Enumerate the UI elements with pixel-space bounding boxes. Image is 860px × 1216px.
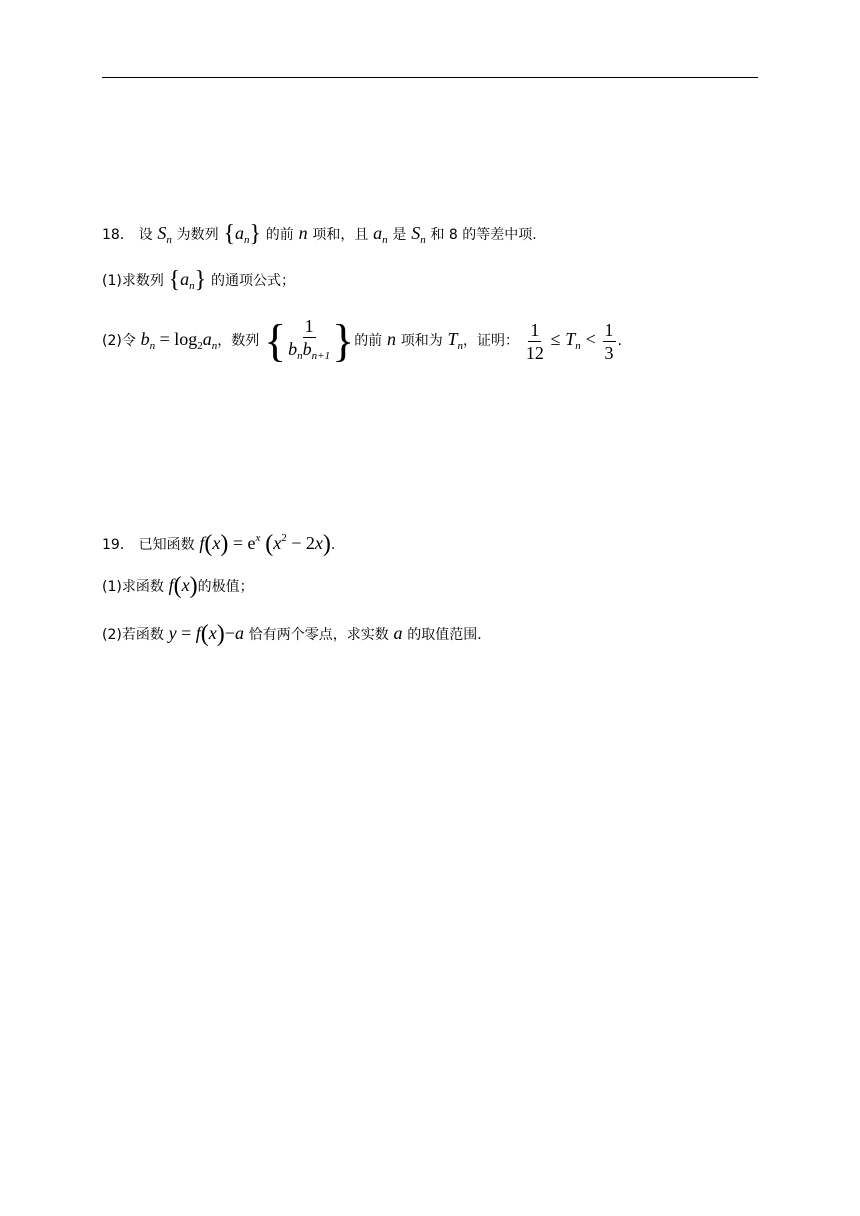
- fraction-1-over-3: $\frac{1}{3}$: [604, 319, 614, 363]
- q18-number: 18．: [102, 227, 134, 243]
- fraction-1-over-12: $\frac{1}{12}$: [525, 319, 544, 363]
- q18-part2: (2)令 $b_n = \log_2a_n$，数列 { $\frac{1}{b_nb_{n+1}}$ }的前 n 项和为 $T_n$，证明： $\frac{1}{12}$ ≤ $T_n$ < $\frac{1}{3}$ .: [102, 315, 622, 366]
- fraction-1-over-bnbn1: $\frac{1}{b_nb_{n+1}}$: [288, 316, 331, 362]
- header-rule: [102, 77, 758, 78]
- q19-number: 19．: [102, 537, 134, 553]
- q18-part1: (1)求数列 $\{a_n\}$ 的通项公式；: [102, 267, 295, 293]
- math-an: $a_n$: [234, 223, 250, 246]
- q19-part1: (1)求函数 f(x)的极值；: [102, 573, 254, 599]
- q18-stem: 18． 设 $S_n$ 为数列 $\{a_n\}$ 的前 n 项和，且 $a_n$ 是 $S_n$ 和 8 的等差中项.: [102, 221, 537, 247]
- q19-stem: 19． 已知函数 $f(x) = e^x$ $(x^2 - 2x)$.: [102, 531, 336, 557]
- q19-part2: (2)若函数 y = f(x)−a 恰有两个零点，求实数 a 的取值范围.: [102, 621, 482, 647]
- math-fx-definition: f: [199, 533, 205, 553]
- math-Sn: $S_n$: [157, 223, 172, 246]
